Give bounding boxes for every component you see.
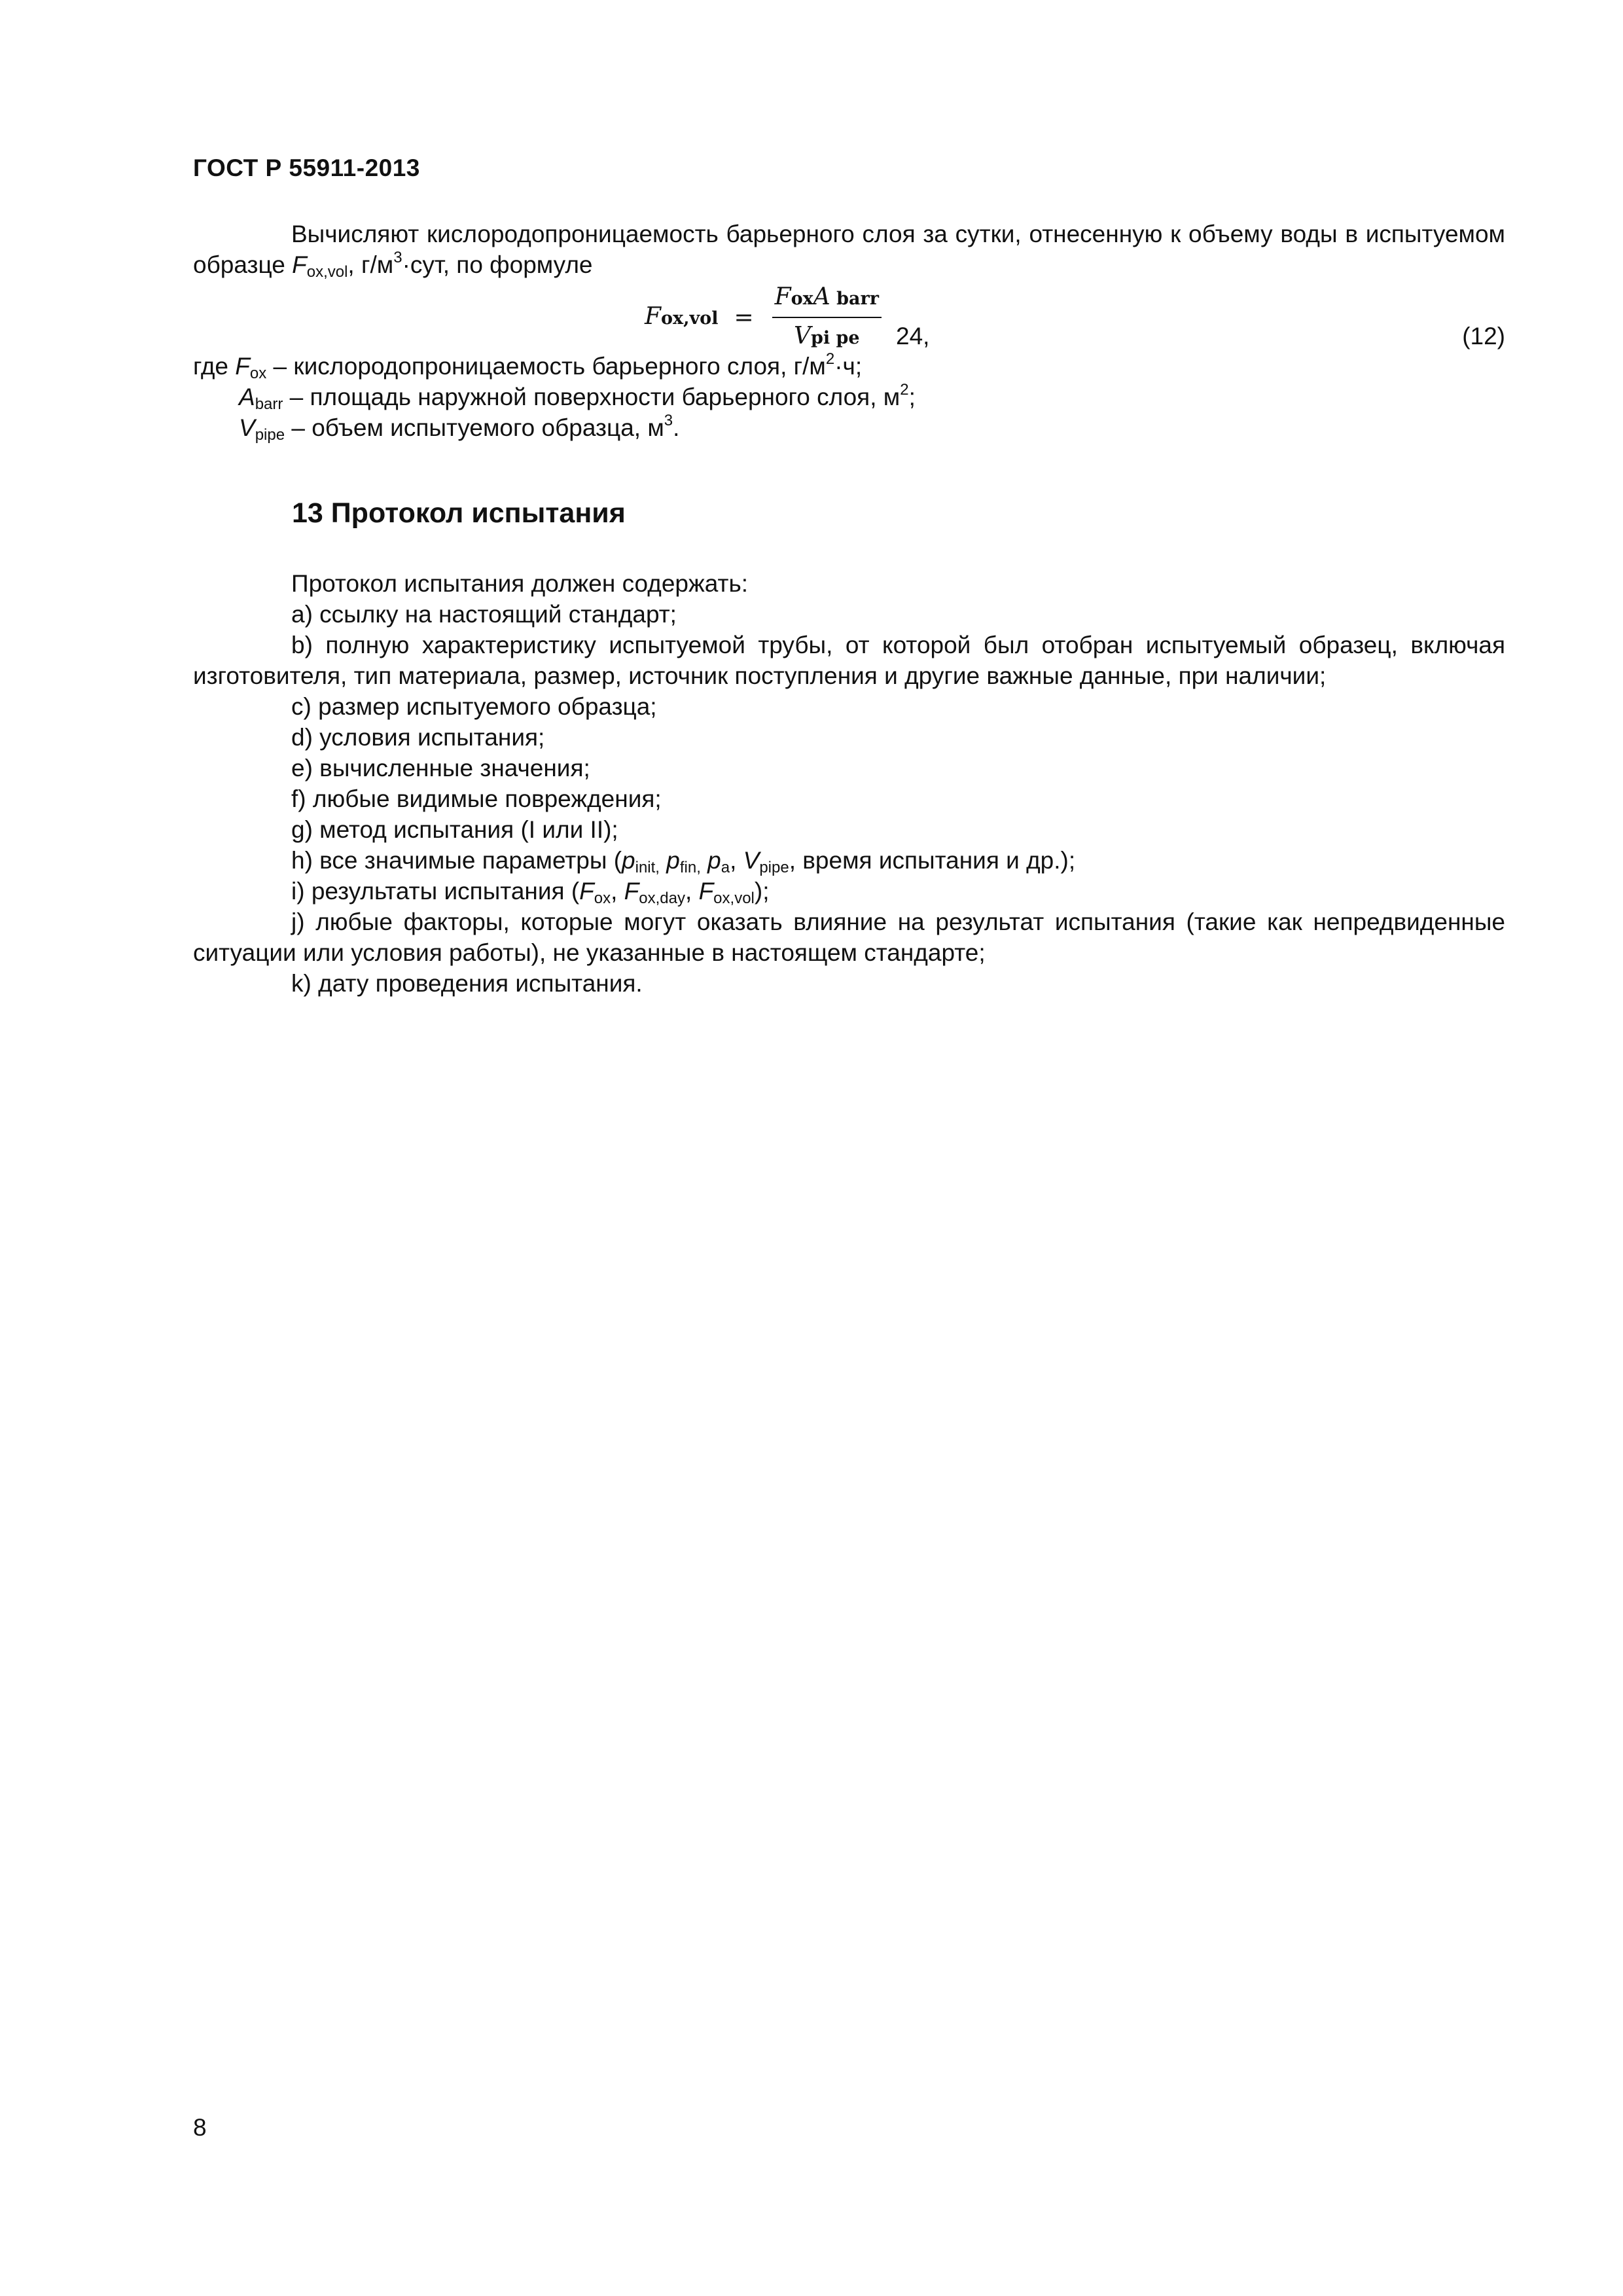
protocol-list bbox=[193, 568, 1505, 999]
formula-intro-block bbox=[193, 219, 1505, 443]
fraction-numerator: FoxA barr bbox=[772, 281, 882, 318]
formula-lhs: Fox,vol bbox=[645, 303, 719, 330]
symbol-f: F bbox=[292, 251, 307, 278]
protocol-intro: Протокол испытания должен содержать: bbox=[291, 570, 749, 597]
protocol-item-c: c) размер испытуемого образца; bbox=[291, 693, 657, 720]
subscript: ox,vol bbox=[306, 263, 348, 281]
formula-intro-paragraph bbox=[193, 219, 1505, 280]
protocol-item-k: k) дату проведения испытания. bbox=[291, 970, 643, 997]
formula-row bbox=[193, 280, 1505, 351]
formula-equals: = bbox=[734, 304, 754, 331]
protocol-item-g: g) метод испытания (I или II); bbox=[291, 816, 618, 843]
fraction-denominator: Vpi pe bbox=[793, 323, 860, 350]
protocol-item-f: f) любые видимые повреждения; bbox=[291, 785, 662, 812]
protocol-item-b: b) полную характеристику испытуемой трубы, от которой был отобран испытуемый образец, включая изготовителя, тип материала, размер, источник поступления и другие важные данные, при наличии; bbox=[193, 632, 1505, 689]
intro-tail: ·сут, по формуле bbox=[402, 251, 593, 278]
protocol-item-a: a) ссылку на настоящий стандарт; bbox=[291, 601, 677, 628]
document-header: ГОСТ Р 55911-2013 bbox=[193, 154, 420, 181]
protocol-item-i: i) результаты испытания ($F_{ox}$, $F_{ox,day}$, $F_{ox,vol}$); bbox=[291, 878, 770, 907]
where-line-2: $A_{barr}$ – площадь наружной поверхности барьерного слоя, $м^2$; bbox=[239, 381, 916, 413]
formula bbox=[645, 281, 882, 353]
protocol-item-d: d) условия испытания; bbox=[291, 724, 545, 751]
protocol-item-e: e) вычисленные значения; bbox=[291, 755, 590, 781]
superscript: 3 bbox=[393, 249, 402, 266]
intro-text: Вычисляют кислородопроницаемость барьерного слоя за сутки, отнесенную к объему воды в испытуемом образце bbox=[193, 221, 1505, 278]
protocol-item-h: h) все значимые параметры ($p_{init,}$ $p_{fin,}$ $p_a$, $V_{pipe}$, время испытания и др.); bbox=[291, 847, 1076, 876]
protocol-item-j: j) любые факторы, которые могут оказать влияние на результат испытания (такие как непредвиденные ситуации или условия работы), не указанные в настоящем стандарте; bbox=[193, 908, 1505, 966]
where-line-1: где $F_{ox}$ – кислородопроницаемость барьерного слоя, $г/м^2\cdot ч$; bbox=[193, 350, 863, 382]
section-title: 13 Протокол испытания bbox=[292, 497, 626, 529]
equation-number: (12) bbox=[1462, 323, 1505, 350]
unit-text: , г/м bbox=[348, 251, 394, 278]
formula-factor: 24, bbox=[896, 323, 930, 350]
where-line-3: $V_{pipe}$ – объем испытуемого образца, $м^3$. bbox=[239, 412, 680, 444]
formula-fraction bbox=[772, 281, 882, 353]
page-number: 8 bbox=[193, 2114, 207, 2141]
